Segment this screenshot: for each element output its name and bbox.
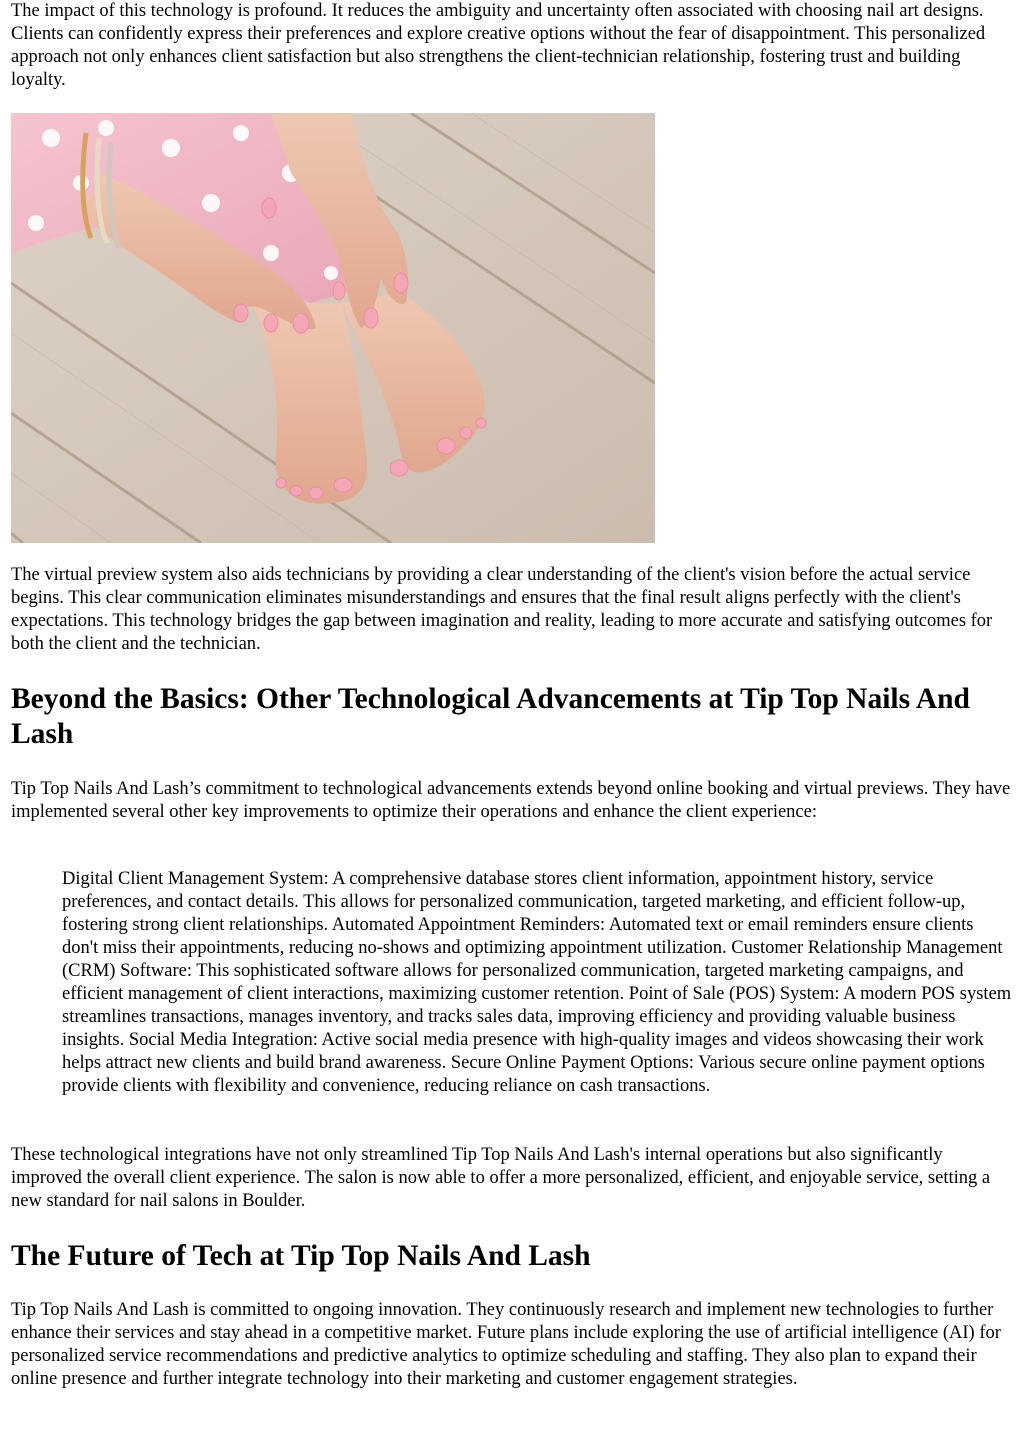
section-heading-future-tech: The Future of Tech at Tip Top Nails And Lash xyxy=(11,1240,591,1272)
hero-image-manicure-pedicure xyxy=(11,113,655,543)
integrations-summary-paragraph: These technological integrations have not only streamlined Tip Top Nails And Lash's internal operations but also significantly improved the overall client experience. The salon is now able to offer a more personalized, efficient, and enjoyable service, setting a new standard for nail salons in Boulder. xyxy=(11,1145,991,1211)
intro-paragraph: The impact of this technology is profound. It reduces the ambiguity and uncertainty often associated with choosing nail art designs. Clients can confidently express their preferences and explore creative options without the fear of disappointment. This personalized approach not only enhances client satisfaction but also strengthens the client-technician relationship, fostering trust and building loyalty. xyxy=(11,1,986,90)
advancements-intro-paragraph: Tip Top Nails And Lash’s commitment to technological advancements extends beyond online booking and virtual previews. They have implemented several other key improvements to optimize their operations and enhance the client experience: xyxy=(11,779,1011,822)
future-plans-paragraph: Tip Top Nails And Lash is committed to ongoing innovation. They continuously research and implement new technologies to further enhance their services and stay ahead in a competitive market. Future plans include exploring the use of artificial intelligence (AI) for personalized service recommendations and predictive analytics to optimize scheduling and staffing. They also plan to expand their online presence and further integrate technology into their marketing and customer engagement strategies. xyxy=(11,1300,1001,1389)
advancements-list-blockquote: Digital Client Management System: A comprehensive database stores client information, appointment history, service preferences, and contact details. This allows for personalized communication, targeted marketing, and efficient follow-up, fostering strong client relationships. Automated Appointment Reminders: Automated text or email reminders ensure clients don't miss their appointments, reducing no-shows and optimizing appointment utilization. Customer Relationship Management (CRM) Software: This sophisticated software allows for personalized communication, targeted marketing campaigns, and efficient management of client interactions, maximizing customer retention. Point of Sale (POS) System: A modern POS system streamlines transactions, manages inventory, and tracks sales data, improving efficiency and providing valuable business insights. Social Media Integration: Active social media presence with high-quality images and videos showcasing their work helps attract new clients and build brand awareness. Secure Online Payment Options: Various secure online payment options provide clients with flexibility and convenience, reducing reliance on cash transactions. xyxy=(62,869,1012,1096)
section-heading-beyond-basics: Beyond the Basics: Other Technological Advancements at Tip Top Nails And Lash xyxy=(11,683,970,750)
virtual-preview-paragraph: The virtual preview system also aids technicians by providing a clear understanding of the client's vision before the actual service begins. This clear communication eliminates misunderstandings and ensures that the final result aligns perfectly with the client's expectations. This technology bridges the gap between imagination and reality, leading to more accurate and satisfying outcomes for both the client and the technician. xyxy=(11,565,993,654)
manicure-photo xyxy=(11,113,655,543)
